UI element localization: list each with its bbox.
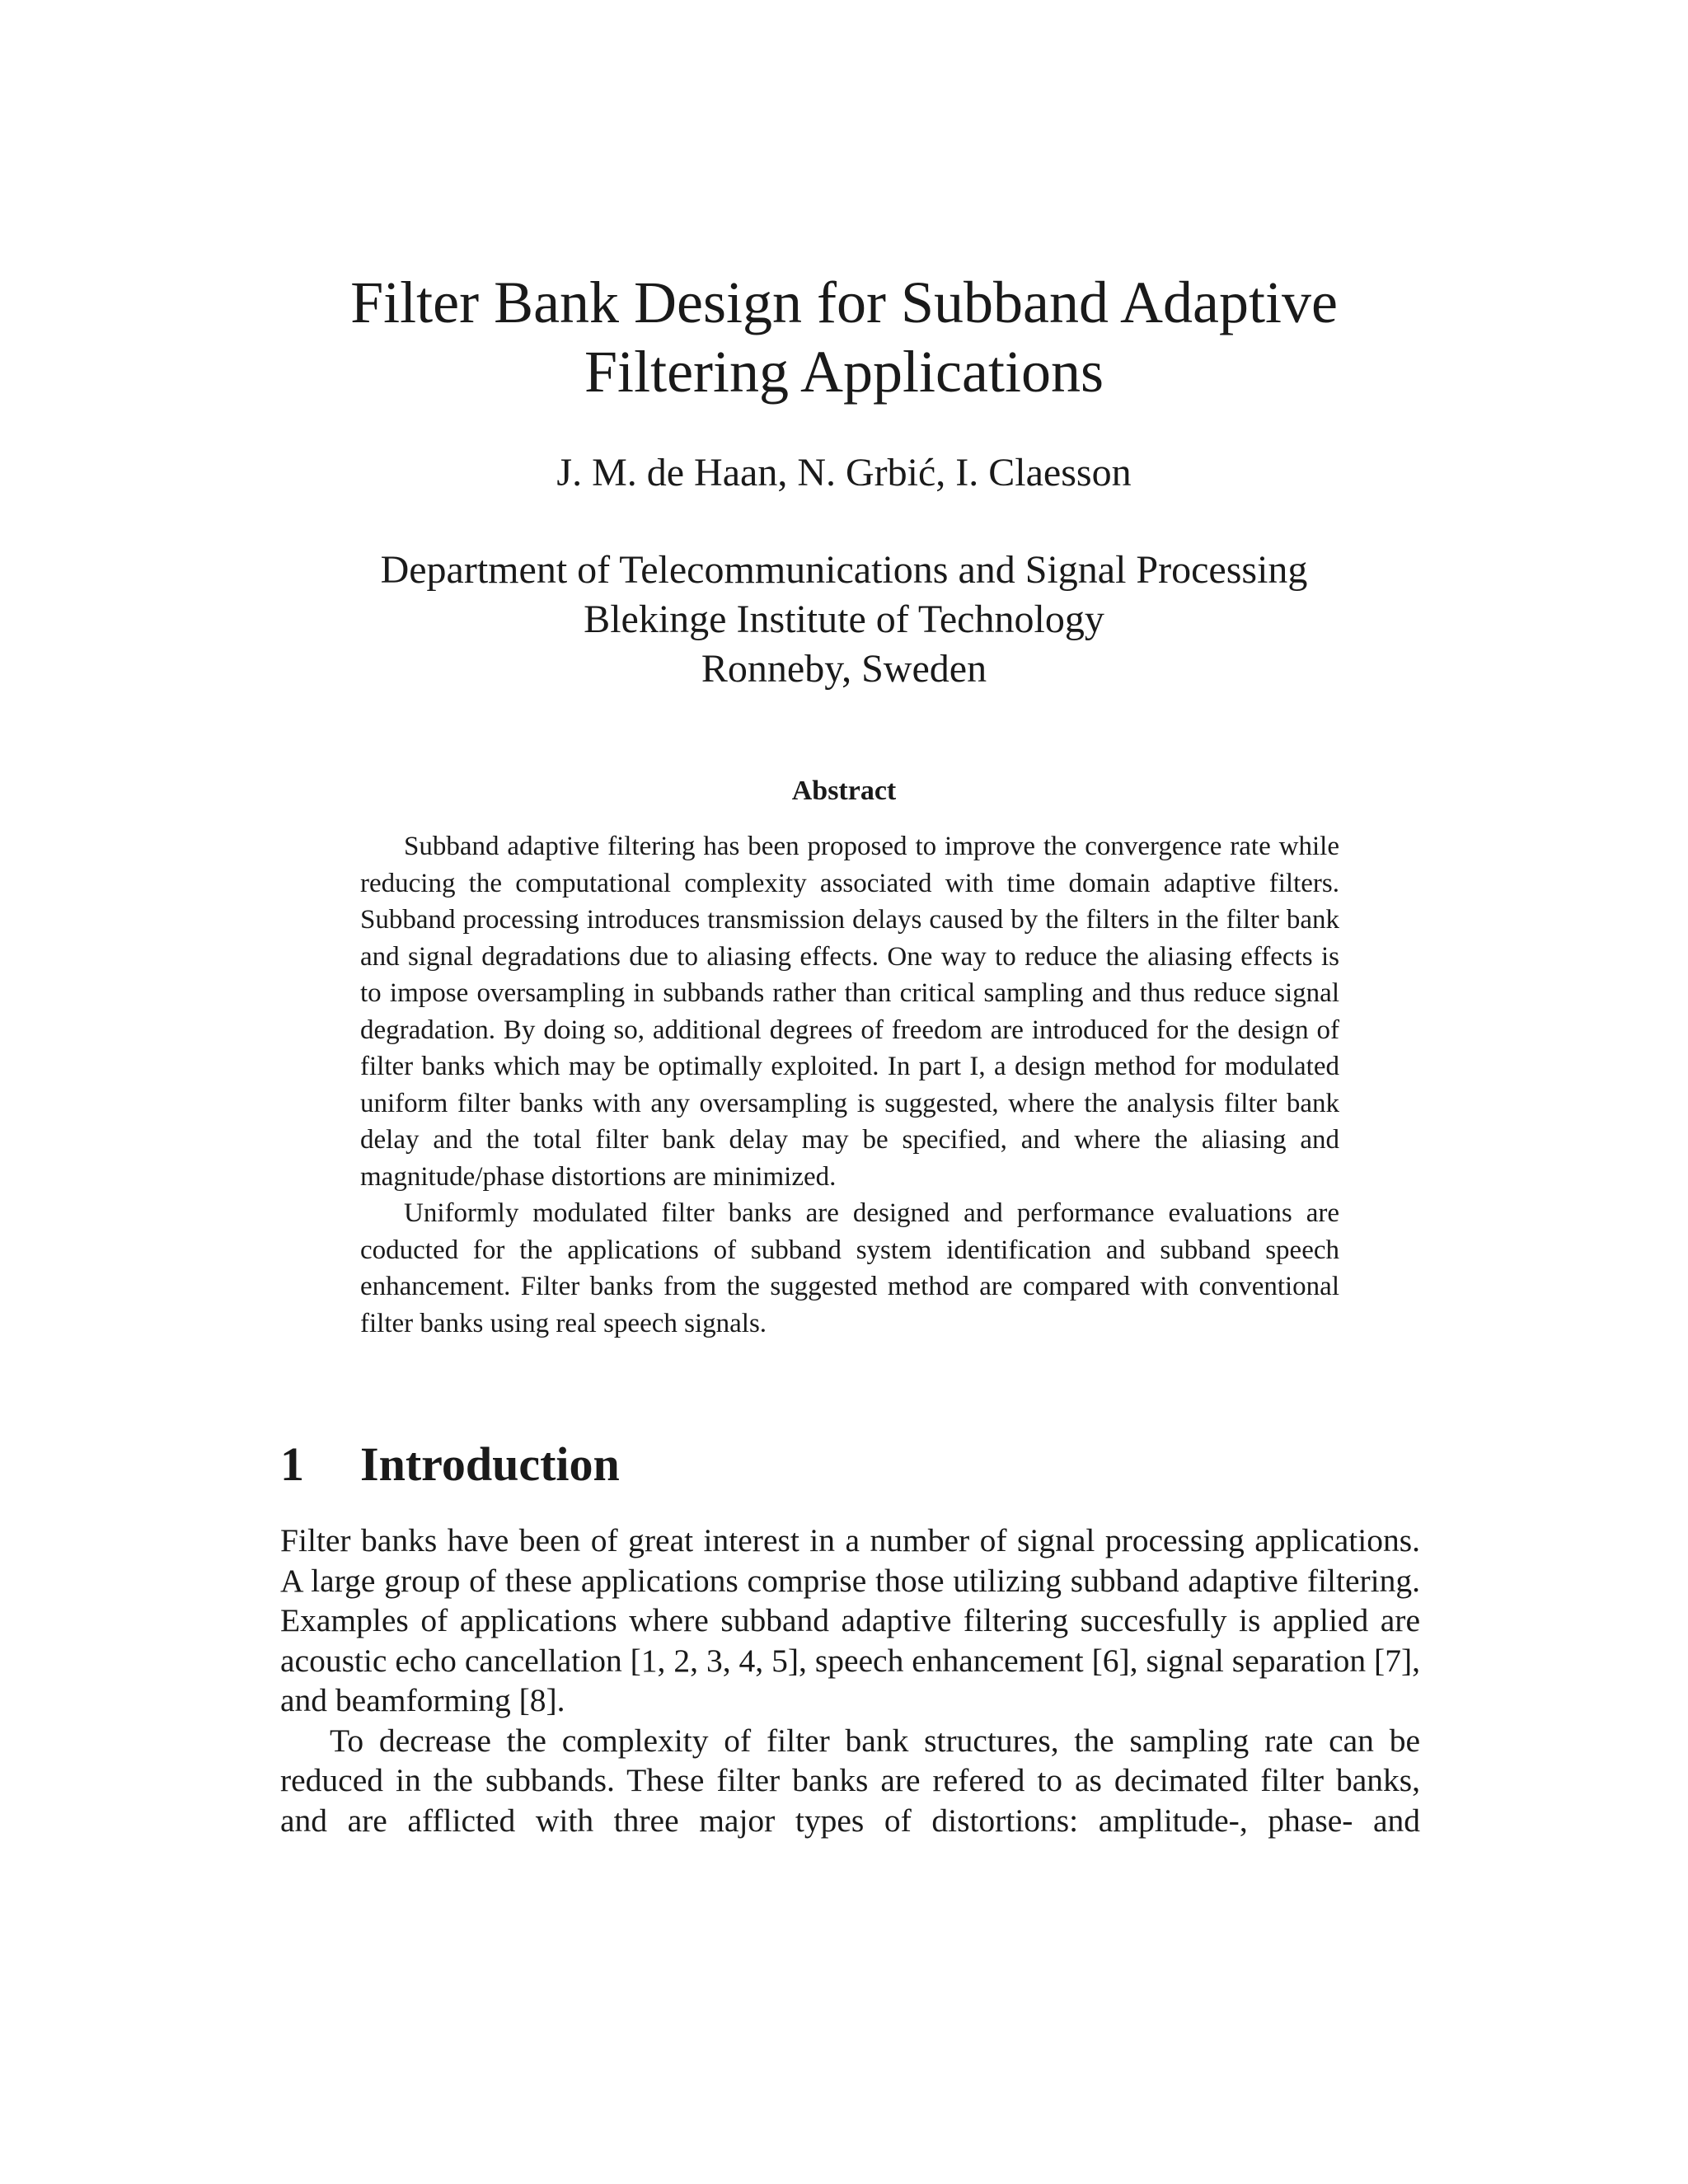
section-title: Introduction [360,1437,620,1491]
abstract-paragraph-1: Subband adaptive filtering has been proposed to improve the convergence rate while reducing the computational complexity associated with time domain adaptive filters. Subband processing introduces transmission delays caused by the filters in the filter bank and signal degradations due to aliasing effects. One way to reduce the aliasing effects is to impose oversampling in subbands rather than critical sampling and thus reduce signal degradation. By doing so, additional degrees of freedom are introduced for the design of filter banks which may be optimally exploited. In part I, a design method for modulated uniform filter banks with any oversampling is suggested, where the analysis filter bank delay and the total filter bank delay may be specified, and where the aliasing and magnitude/phase distortions are minimized. [360,832,1339,1192]
abstract-body [360,828,1339,1342]
title-line-2: Filtering Applications [584,339,1104,405]
intro-paragraph-2: To decrease the complexity of filter bank structures, the sampling rate can be reduced in the subbands. These filter banks are refered to as decimated filter banks, and are afflicted with three major types of distortions: amplitude-, phase- and [280,1722,1420,1839]
affiliation-location: Ronneby, Sweden [701,647,987,691]
affiliation-institute: Blekinge Institute of Technology [584,598,1104,641]
section-heading-introduction [280,1436,620,1493]
author-list: J. M. de Haan, N. Grbić, I. Claesson [556,451,1132,494]
section-number: 1 [280,1437,304,1491]
abstract-paragraph-2: Uniformly modulated filter banks are designed and performance evaluations are coducted for the applications of subband system identification and subband speech enhancement. Filter banks from the suggested method are compared with conventional filter banks using real speech signals. [360,1198,1339,1338]
affiliation-department: Department of Telecommunications and Signal Processing [380,548,1308,592]
title-line-1: Filter Bank Design for Subband Adaptive [350,269,1338,335]
paper-title [0,268,1688,406]
introduction-body [280,1521,1420,1840]
intro-paragraph-1: Filter banks have been of great interest in a number of signal processing applications. A large group of these applications comprise those utilizing subband adaptive filtering. Examples of applications where subband adaptive filtering succesfully is applied are acoustic echo cancellation [1, 2, 3, 4, 5], speech enhancement [6], signal separation [7], and beamforming [8]. [280,1522,1420,1718]
affiliation-block [0,546,1688,694]
abstract-heading: Abstract [791,776,897,806]
